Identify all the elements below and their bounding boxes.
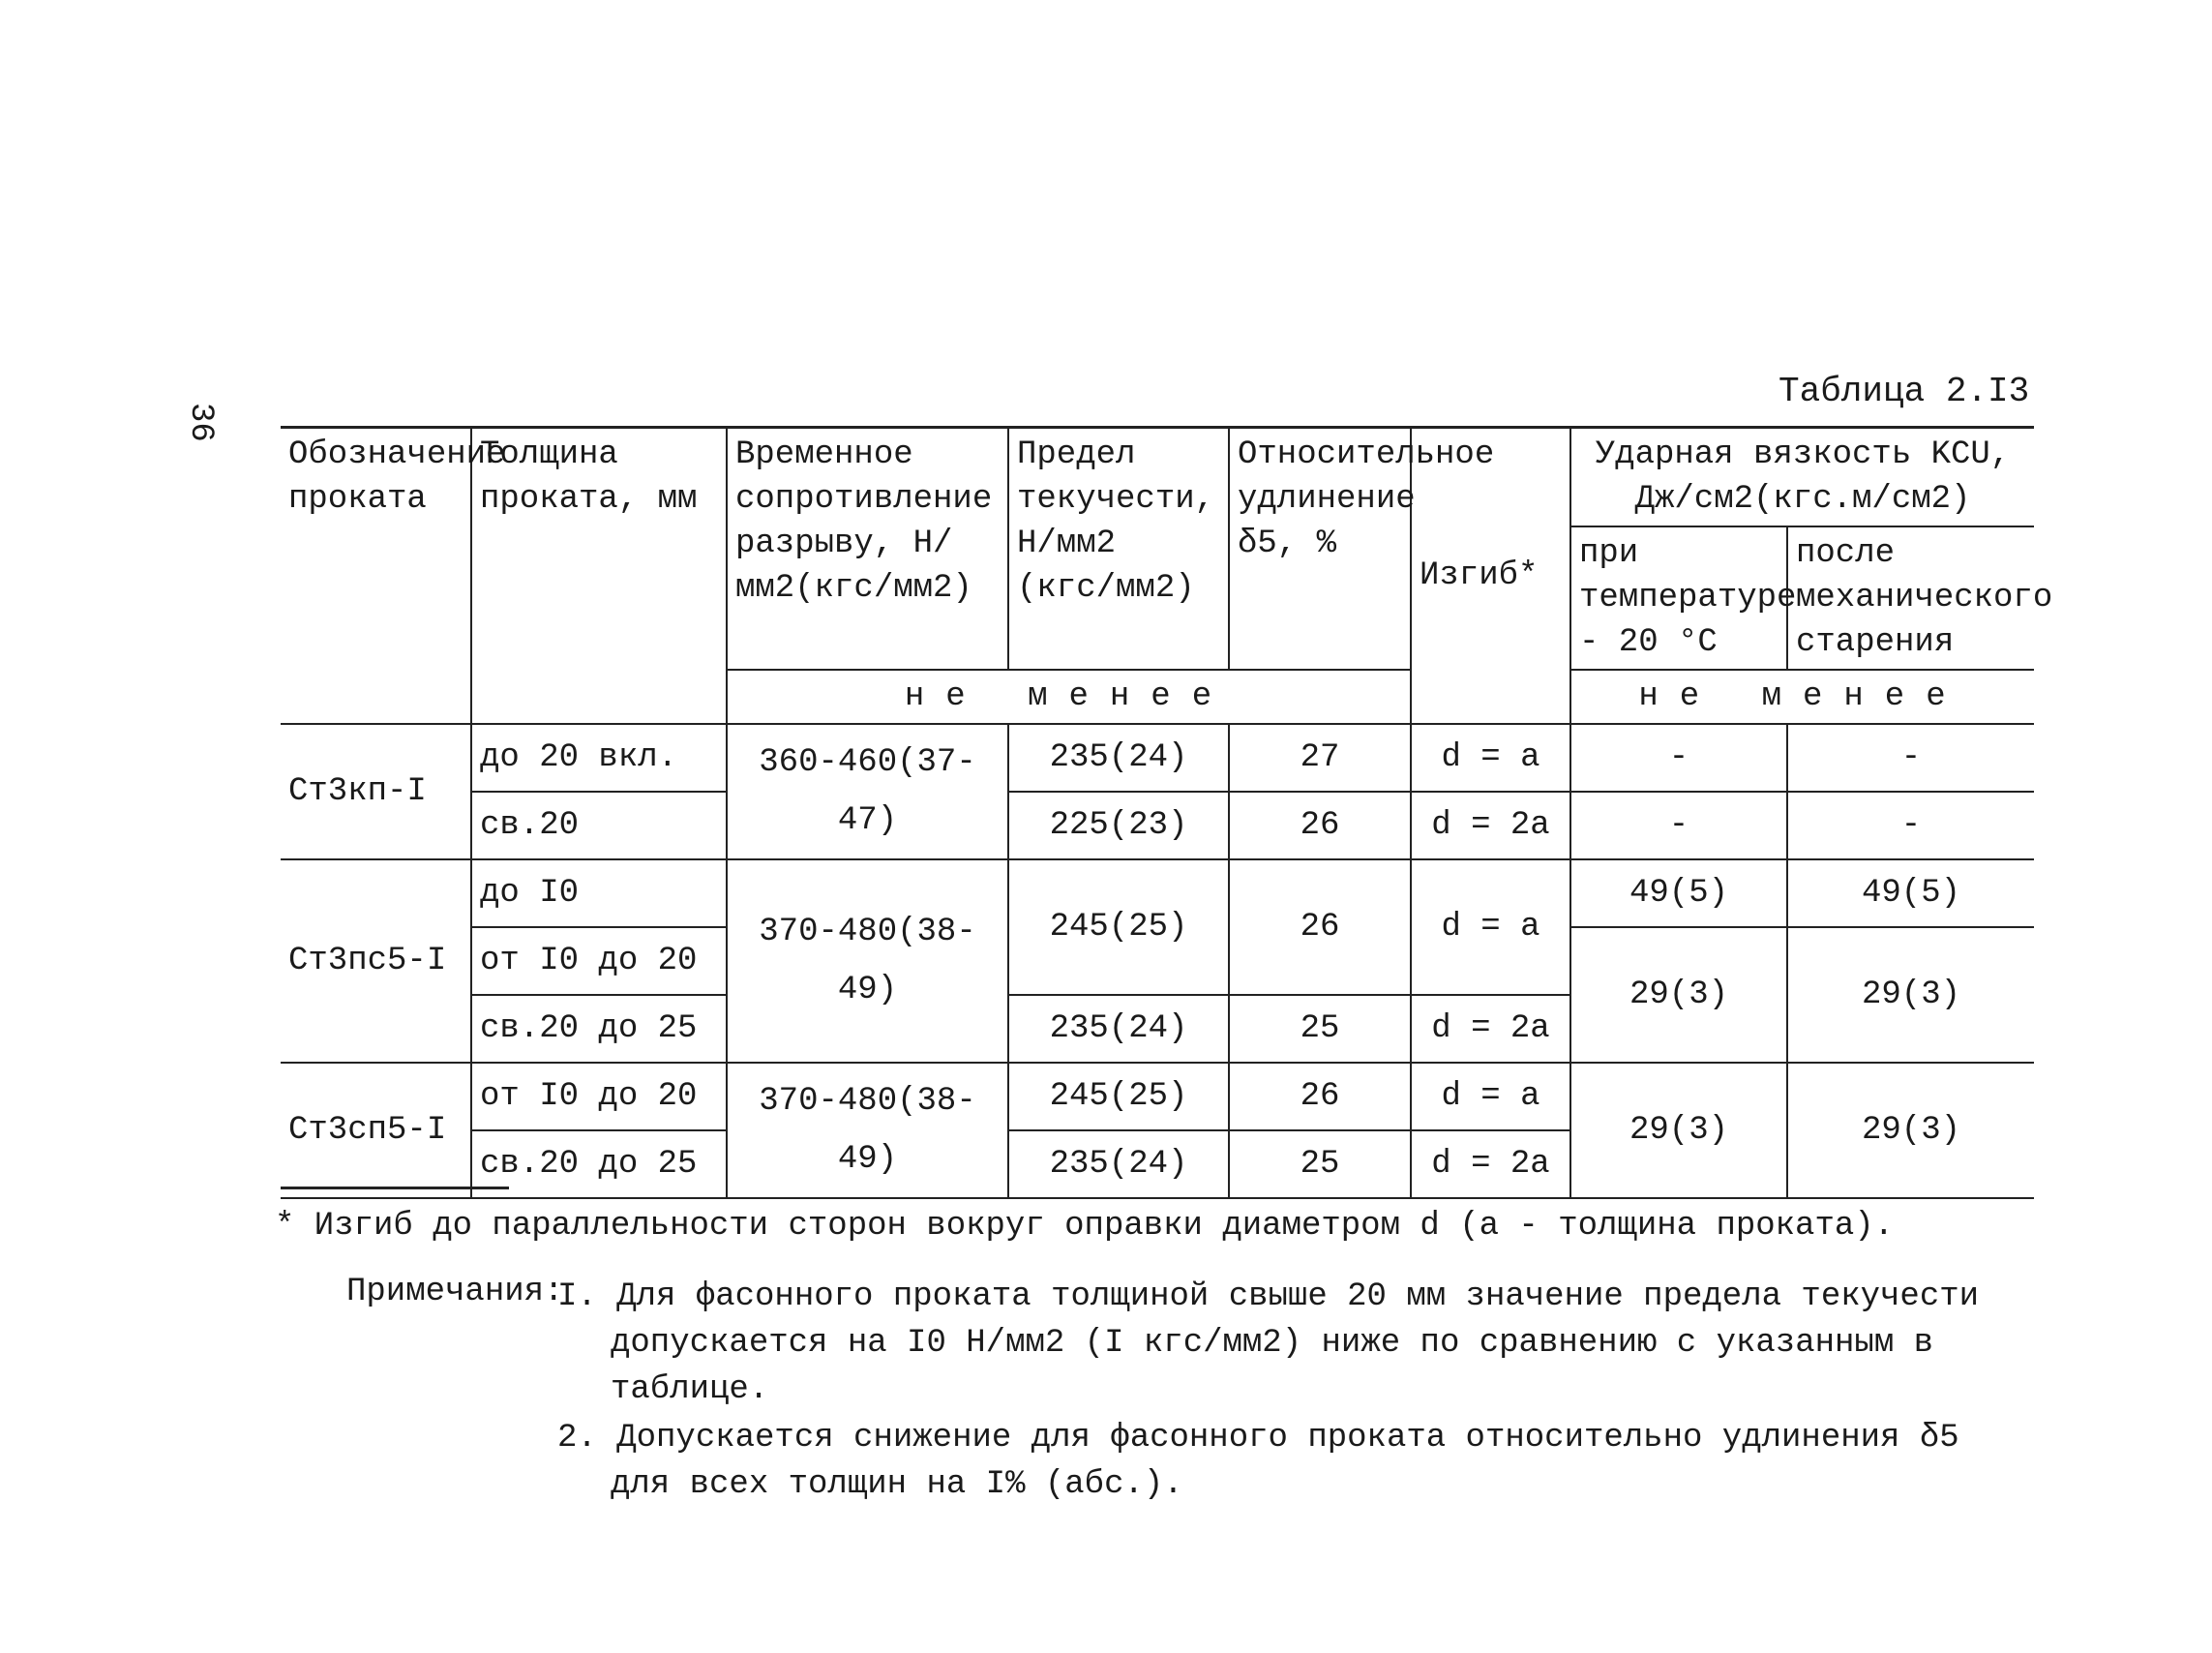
cell-impact-temp: 49(5) bbox=[1570, 859, 1787, 927]
cell-impact-aging: 29(3) bbox=[1787, 927, 2034, 1063]
note-item: I. Для фасонного проката толщиной свыше 20 мм значение предела текучести допускается на I0 Н/мм2 (I кгс/мм2) ниже по сравнению с указанным в таблице. bbox=[557, 1278, 1980, 1408]
page-number: 36 bbox=[182, 403, 219, 442]
cell-bend: d = a bbox=[1411, 859, 1570, 995]
header-impact: Ударная вязкость KCU, Дж/см2(кгс.м/см2) bbox=[1570, 428, 2034, 527]
cell-elongation: 27 bbox=[1229, 724, 1411, 792]
cell-elongation: 25 bbox=[1229, 1130, 1411, 1198]
cell-designation: Ст3пс5-I bbox=[281, 859, 471, 1063]
notes-list bbox=[557, 1274, 2028, 1510]
header-bend: Изгиб* bbox=[1411, 428, 1570, 725]
cell-elongation: 26 bbox=[1229, 859, 1411, 995]
cell-thickness: до I0 bbox=[471, 859, 727, 927]
header-designation: Обозначение проката bbox=[281, 428, 471, 725]
header-impact-aging: после механического старения bbox=[1787, 526, 2034, 670]
cell-impact-aging: 29(3) bbox=[1787, 1063, 2034, 1198]
cell-yield: 245(25) bbox=[1008, 1063, 1229, 1130]
footnote-divider bbox=[281, 1187, 509, 1189]
cell-designation: Ст3кп-I bbox=[281, 724, 471, 859]
cell-tensile: 370-480(38-49) bbox=[727, 1063, 1008, 1198]
cell-thickness: св.20 bbox=[471, 792, 727, 859]
header-not-less-2: не менее bbox=[1570, 670, 2034, 724]
cell-bend: d = a bbox=[1411, 1063, 1570, 1130]
header-not-less-1: не менее bbox=[727, 670, 1411, 724]
cell-impact-temp: - bbox=[1570, 724, 1787, 792]
table-row bbox=[281, 859, 2034, 927]
cell-yield: 235(24) bbox=[1008, 1130, 1229, 1198]
cell-elongation: 26 bbox=[1229, 1063, 1411, 1130]
cell-elongation: 26 bbox=[1229, 792, 1411, 859]
cell-bend: d = 2a bbox=[1411, 792, 1570, 859]
header-yield: Предел текучести, Н/мм2 (кгс/мм2) bbox=[1008, 428, 1229, 671]
table-row bbox=[281, 1063, 2034, 1130]
cell-yield: 235(24) bbox=[1008, 995, 1229, 1063]
footnote: * Изгиб до параллельности сторон вокруг оправки диаметром d (а - толщина проката). bbox=[275, 1208, 1895, 1245]
cell-tensile: 370-480(38-49) bbox=[727, 859, 1008, 1063]
cell-thickness: св.20 до 25 bbox=[471, 1130, 727, 1198]
cell-impact-temp: - bbox=[1570, 792, 1787, 859]
cell-tensile: 360-460(37-47) bbox=[727, 724, 1008, 859]
cell-thickness: св.20 до 25 bbox=[471, 995, 727, 1063]
table-title: Таблица 2.I3 bbox=[1779, 372, 2030, 411]
table-row bbox=[281, 724, 2034, 792]
cell-yield: 235(24) bbox=[1008, 724, 1229, 792]
table-row bbox=[281, 792, 2034, 859]
header-tensile: Временное сопротивление разрыву, Н/мм2(кгс/мм2) bbox=[727, 428, 1008, 671]
cell-thickness: от I0 до 20 bbox=[471, 927, 727, 995]
steel-properties-table bbox=[281, 426, 2053, 1199]
cell-bend: d = a bbox=[1411, 724, 1570, 792]
cell-yield: 245(25) bbox=[1008, 859, 1229, 995]
cell-impact-aging: - bbox=[1787, 724, 2034, 792]
cell-designation: Ст3сп5-I bbox=[281, 1063, 471, 1198]
header-elongation: Относительное удлинение δ5, % bbox=[1229, 428, 1411, 671]
cell-impact-temp: 29(3) bbox=[1570, 927, 1787, 1063]
cell-thickness: до 20 вкл. bbox=[471, 724, 727, 792]
cell-yield: 225(23) bbox=[1008, 792, 1229, 859]
notes-label: Примечания: bbox=[346, 1274, 564, 1310]
header-thickness: Толщина проката, мм bbox=[471, 428, 727, 725]
note-item: 2. Допускается снижение для фасонного проката относительно удлинения δ5 для всех толщин на I% (абс.). bbox=[557, 1420, 1959, 1503]
cell-bend: d = 2a bbox=[1411, 1130, 1570, 1198]
cell-bend: d = 2a bbox=[1411, 995, 1570, 1063]
cell-impact-aging: 49(5) bbox=[1787, 859, 2034, 927]
cell-thickness: от I0 до 20 bbox=[471, 1063, 727, 1130]
cell-impact-aging: - bbox=[1787, 792, 2034, 859]
cell-impact-temp: 29(3) bbox=[1570, 1063, 1787, 1198]
cell-elongation: 25 bbox=[1229, 995, 1411, 1063]
header-impact-temp: при температуре - 20 °С bbox=[1570, 526, 1787, 670]
